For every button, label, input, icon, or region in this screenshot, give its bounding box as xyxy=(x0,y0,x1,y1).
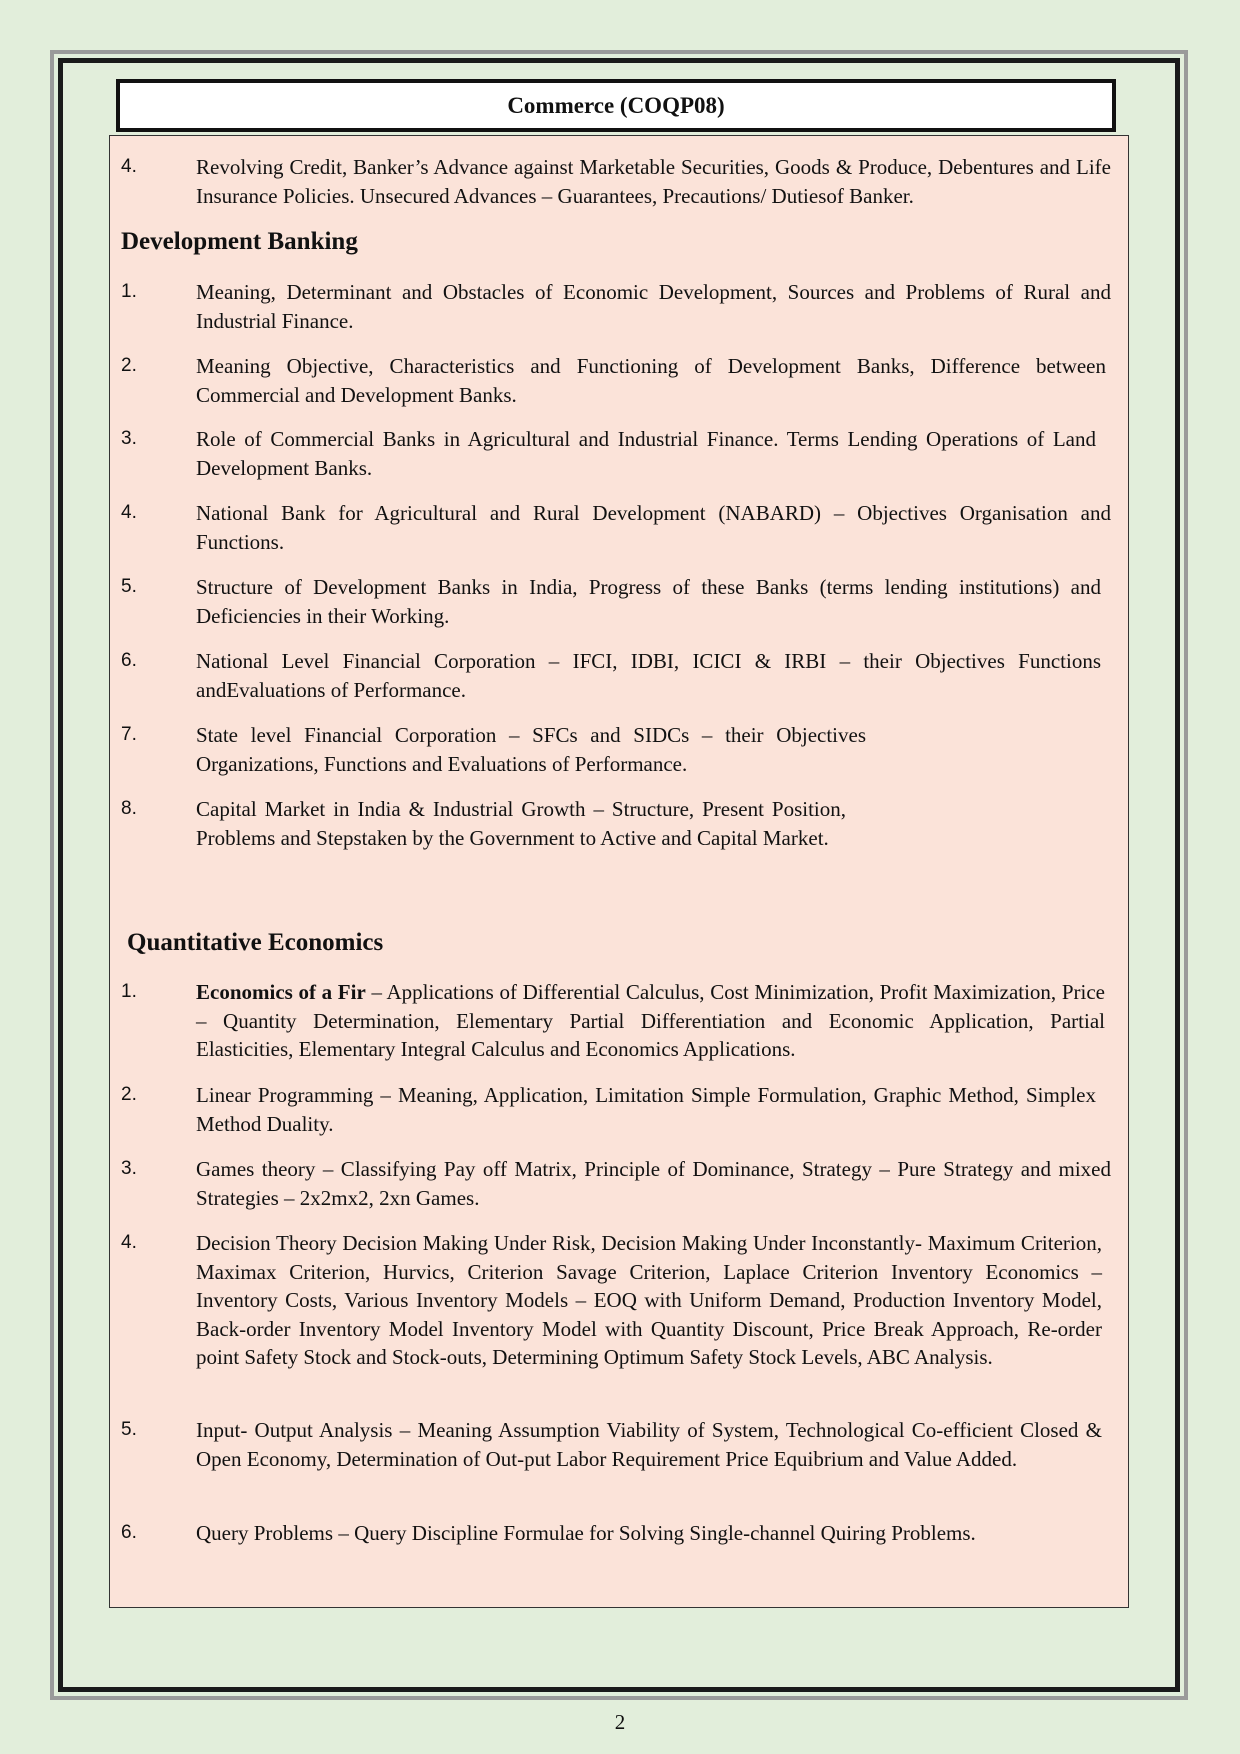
list-item-number: 3. xyxy=(121,428,137,449)
list-item-number: 4. xyxy=(121,502,137,523)
document-title-box xyxy=(116,79,1116,132)
list-item-number: 5. xyxy=(121,1419,137,1440)
list-item-number: 2. xyxy=(121,1084,137,1105)
section-heading-quantitative-economics: Quantitative Economics xyxy=(127,929,384,956)
list-item-number: 8. xyxy=(121,798,137,819)
list-item-number: 4. xyxy=(121,156,137,177)
list-item-text: Meaning Objective, Characteristics and Functioning of Development Banks, Difference between Commercial and Development Banks. xyxy=(196,354,1106,407)
list-item-text: Meaning, Determinant and Obstacles of Economic Development, Sources and Problems of Rural and Industrial Finance. xyxy=(196,280,1111,333)
list-item-number: 3. xyxy=(121,1158,137,1179)
list-item-number: 2. xyxy=(121,355,137,376)
list-item-text: National Bank for Agricultural and Rural Development (NABARD) – Objectives Organisation and Functions. xyxy=(196,501,1111,554)
list-item-text: Query Problems – Query Discipline Formulae for Solving Single-channel Quiring Problems. xyxy=(196,1521,976,1545)
list-item-text: Games theory – Classifying Pay off Matrix, Principle of Dominance, Strategy – Pure Strategy and mixed Strategies – 2x2mx2, 2xn Games. xyxy=(196,1157,1111,1210)
page-number: 2 xyxy=(614,1710,626,1734)
list-item-text: Linear Programming – Meaning, Application, Limitation Simple Formulation, Graphic Method, Simplex Method Duality. xyxy=(196,1083,1096,1136)
list-item-text: Input- Output Analysis – Meaning Assumption Viability of System, Technological Co-efficient Closed & Open Economy, Determination of Out-put Labor Requirement Price Equibrium and Value Added. xyxy=(196,1418,1102,1471)
list-item-text: Capital Market in India & Industrial Growth – Structure, Present Position, Problems and Stepstaken by the Government to Active and Capital Market. xyxy=(196,797,846,850)
list-item-number: 5. xyxy=(121,576,137,597)
document-title: Commerce (COQP08) xyxy=(507,92,725,118)
list-item-text: National Level Financial Corporation – IFCI, IDBI, ICICI & IRBI – their Objectives Functions andEvaluations of Performance. xyxy=(196,649,1101,702)
list-item-number: 6. xyxy=(121,1522,137,1543)
list-item-body: – Applications of Differential Calculus, Cost Minimization, Profit Maximization, Price – Quantity Determination, Elementary Partial Differentiation and Economic Application, Partial Elasticities, Elementary Integral Calculus and Economics Applications. xyxy=(196,980,1105,1061)
list-item-number: 1. xyxy=(121,981,137,1002)
section-heading-development-banking: Development Banking xyxy=(121,228,358,255)
list-item-number: 1. xyxy=(121,281,137,302)
list-item-text: Structure of Development Banks in India, Progress of these Banks (terms lending institutions) and Deficiencies in their Working. xyxy=(196,575,1101,628)
list-item-text: Revolving Credit, Banker’s Advance against Marketable Securities, Goods & Produce, Debentures and Life Insurance Policies. Unsecured Advances – Guarantees, Precautions/ Dutiesof Banker. xyxy=(196,155,1111,208)
list-item-number: 6. xyxy=(121,650,137,671)
list-item-text: Decision Theory Decision Making Under Risk, Decision Making Under Inconstantly- Maximum Criterion, Maximax Criterion, Hurvics, Criterion Savage Criterion, Laplace Criterion Inventory Economics – Inventory Costs, Various Inventory Models – EOQ with Uniform Demand, Production Inventory Model, Back-order Inventory Model Inventory Model with Quantity Discount, Price Break Approach, Re-order point Safety Stock and Stock-outs, Determining Optimum Safety Stock Levels, ABC Analysis. xyxy=(196,1231,1102,1369)
list-item-text xyxy=(196,978,1105,1064)
list-item-number: 4. xyxy=(121,1232,137,1253)
list-item-number: 7. xyxy=(121,724,137,745)
list-item-text: State level Financial Corporation – SFCs and SIDCs – their Objectives Organizations, Functions and Evaluations of Performance. xyxy=(196,723,866,776)
list-item-bold-term: Economics of a Fir xyxy=(196,980,366,1004)
list-item-text: Role of Commercial Banks in Agricultural and Industrial Finance. Terms Lending Operations of Land Development Banks. xyxy=(196,427,1096,480)
